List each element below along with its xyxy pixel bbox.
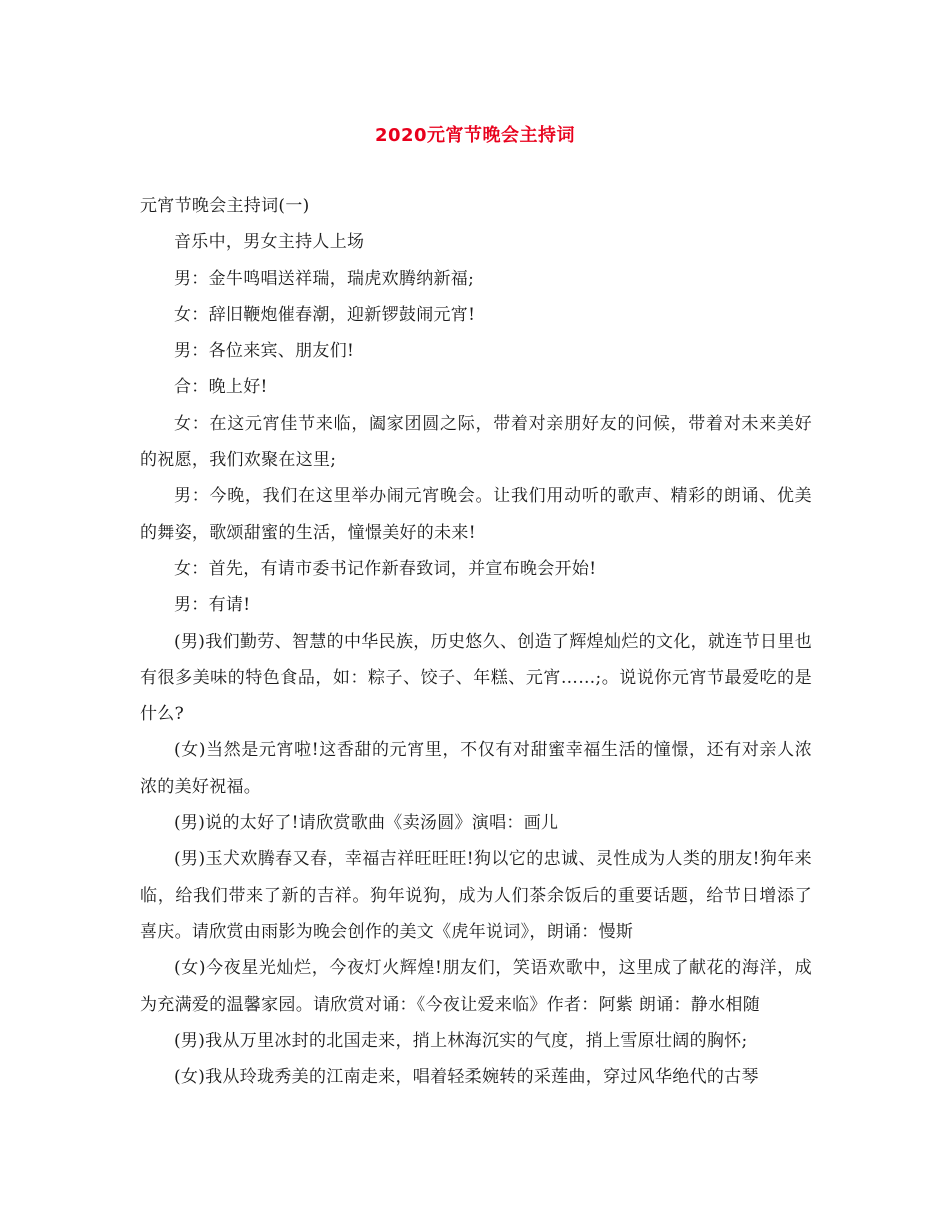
document-title: 2020元宵节晚会主持词 xyxy=(374,125,576,146)
paragraph: 女：辞旧鞭炮催春潮，迎新锣鼓闹元宵! xyxy=(174,304,476,325)
paragraph: 男：各位来宾、朋友们! xyxy=(174,341,355,362)
paragraph: 男：今晚，我们在这里举办闹元宵晚会。让我们用动听的歌声、精彩的朗诵、优美的舞姿，歌颂甜蜜的生活，憧憬美好的未来! xyxy=(140,486,812,543)
paragraph: (男)我从万里冰封的北国走来，捎上林海沉实的气度，捎上雪原壮阔的胸怀; xyxy=(174,1030,748,1051)
paragraph: 男：金牛鸣唱送祥瑞，瑞虎欢腾纳新福; xyxy=(174,268,475,289)
document-body xyxy=(140,188,812,1095)
paragraph: (女)我从玲珑秀美的江南走来，唱着轻柔婉转的采莲曲，穿过风华绝代的古琴 xyxy=(174,1067,759,1088)
section-heading: 元宵节晚会主持词(一) xyxy=(140,196,310,216)
paragraph: (男)玉犬欢腾春又春，幸福吉祥旺旺旺!狗以它的忠诚、灵性成为人类的朋友!狗年来临，给我们带来了新的吉祥。狗年说狗，成为人们茶余饭后的重要话题，给节日增添了喜庆。请欣赏由雨影为晚会创作的美文《虎年说词》，朗诵：慢斯 xyxy=(140,849,812,942)
paragraph: 男：有请! xyxy=(174,595,251,616)
paragraph: (女)当然是元宵啦!这香甜的元宵里，不仅有对甜蜜幸福生活的憧憬，还有对亲人浓浓的美好祝福。 xyxy=(140,740,812,797)
paragraph: 合：晚上好! xyxy=(174,377,268,398)
paragraph: (男)说的太好了!请欣赏歌曲《卖汤圆》演唱：画儿 xyxy=(174,813,559,834)
paragraph: 女：首先，有请市委书记作新春致词，并宣布晚会开始! xyxy=(174,558,597,579)
paragraph: 女：在这元宵佳节来临，阖家团圆之际，带着对亲朋好友的问候，带着对未来美好的祝愿，我们欢聚在这里; xyxy=(140,413,812,471)
paragraph: (男)我们勤劳、智慧的中华民族，历史悠久、创造了辉煌灿烂的文化，就连节日里也有很多美味的特色食品，如：粽子、饺子、年糕、元宵……;。说说你元宵节最爱吃的是什么? xyxy=(140,631,812,725)
paragraph: (女)今夜星光灿烂，今夜灯火辉煌!朋友们，笑语欢歌中，这里成了献花的海洋，成为充满爱的温馨家园。请欣赏对诵：《今夜让爱来临》作者：阿紫 朗诵：静水相随 xyxy=(140,958,812,1015)
paragraph: 音乐中，男女主持人上场 xyxy=(174,232,365,253)
